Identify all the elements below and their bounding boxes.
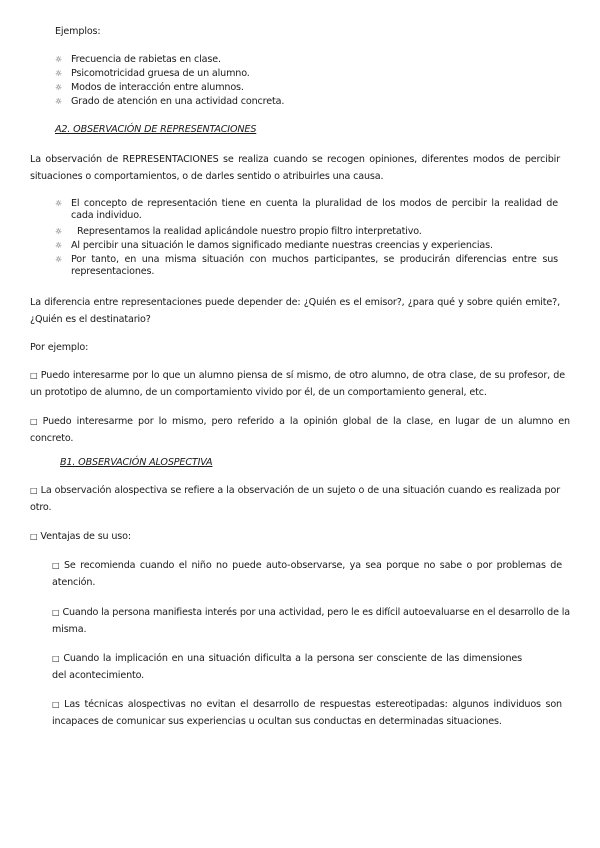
advantage-item: □ Se recomienda cuando el niño no puede auto-observarse, ya sea porque no sabe o por problemas de atención. [52,560,562,588]
bullet-icon: ☼ [55,199,63,208]
a2-bullet: Al percibir una situación le damos significado mediante nuestras creencias y experiencias. [71,240,493,251]
bullet-icon: ☼ [55,255,63,264]
example-item: Grado de atención en una actividad concreta. [71,96,285,107]
square-bullet-icon: □ [30,417,40,426]
a2-bullet: Por tanto, en una misma situación con muchos participantes, se producirán diferencias entre sus representaciones. [71,254,558,277]
list-item [55,240,558,252]
a2-example-2: □ Puedo interesarme por lo mismo, pero referido a la opinión global de la clase, en lugar de un alumno en concreto. [30,416,570,444]
b1-definition-paragraph: □ La observación alospectiva se refiere a la observación de un sujeto o de una situación cuando es realizada por otro. [30,485,560,513]
section-heading-a2: A2. OBSERVACIÓN DE REPRESENTACIONES [55,124,257,135]
list-item [55,226,558,238]
example-item: Modos de interacción entre alumnos. [71,82,244,93]
square-bullet-icon: □ [30,486,38,495]
list-item [55,68,455,80]
for-example-label: Por ejemplo: [30,342,89,353]
list-item [55,198,558,222]
advantage-item: □ Cuando la persona manifiesta interés por una actividad, pero le es difícil autoevaluarse en el desarrollo de la misma. [52,607,570,635]
square-bullet-icon: □ [52,654,61,663]
advantage-item: □ Las técnicas alospectivas no evitan el desarrollo de respuestas estereotipadas: algunos individuos son incapaces de comunicar sus experiencias u ocultan sus conductas en determinadas situaciones. [52,699,562,727]
list-item [55,54,455,66]
bullet-icon: ☼ [55,55,63,64]
square-bullet-icon: □ [52,700,62,709]
advantages-label: □ Ventajas de su uso: [30,531,131,542]
example-item: Psicomotricidad gruesa de un alumno. [71,68,250,79]
square-bullet-icon: □ [30,371,38,380]
example-item: Frecuencia de rabietas en clase. [71,54,221,65]
list-item [55,254,558,278]
list-item [55,82,455,94]
a2-bullet: Representamos la realidad aplicándole nuestro propio filtro interpretativo. [77,226,422,237]
examples-label: Ejemplos: [55,26,101,37]
section-heading-b1: B1. OBSERVACIÓN ALOSPECTIVA [60,457,213,468]
a2-intro-paragraph: La observación de REPRESENTACIONES se realiza cuando se recogen opiniones, diferentes modos de percibir situaciones o comportamientos, o de darles sentido o atribuirles una causa. [30,154,560,182]
bullet-icon: ☼ [55,241,63,250]
square-bullet-icon: □ [52,561,61,570]
bullet-icon: ☼ [55,97,63,106]
bullet-icon: ☼ [55,83,63,92]
square-bullet-icon: □ [52,608,60,617]
a2-bullet: El concepto de representación tiene en cuenta la pluralidad de los modos de percibir la realidad de cada individuo. [71,198,558,221]
list-item [55,96,455,108]
square-bullet-icon: □ [30,532,38,541]
advantage-item: □ Cuando la implicación en una situación dificulta a la persona ser consciente de las dimensiones del acontecimiento. [52,653,522,681]
bullet-icon: ☼ [55,227,63,236]
bullet-icon: ☼ [55,69,63,78]
a2-example-1: □ Puedo interesarme por lo que un alumno piensa de sí mismo, de otro alumno, de otra clase, de su profesor, de un prototipo de alumno, de un comportamiento vivido por él, de un comportamiento general, etc. [30,370,565,398]
a2-difference-paragraph: La diferencia entre representaciones puede depender de: ¿Quién es el emisor?, ¿para qué y sobre quién emite?, ¿Quién es el destinatario? [30,297,560,325]
